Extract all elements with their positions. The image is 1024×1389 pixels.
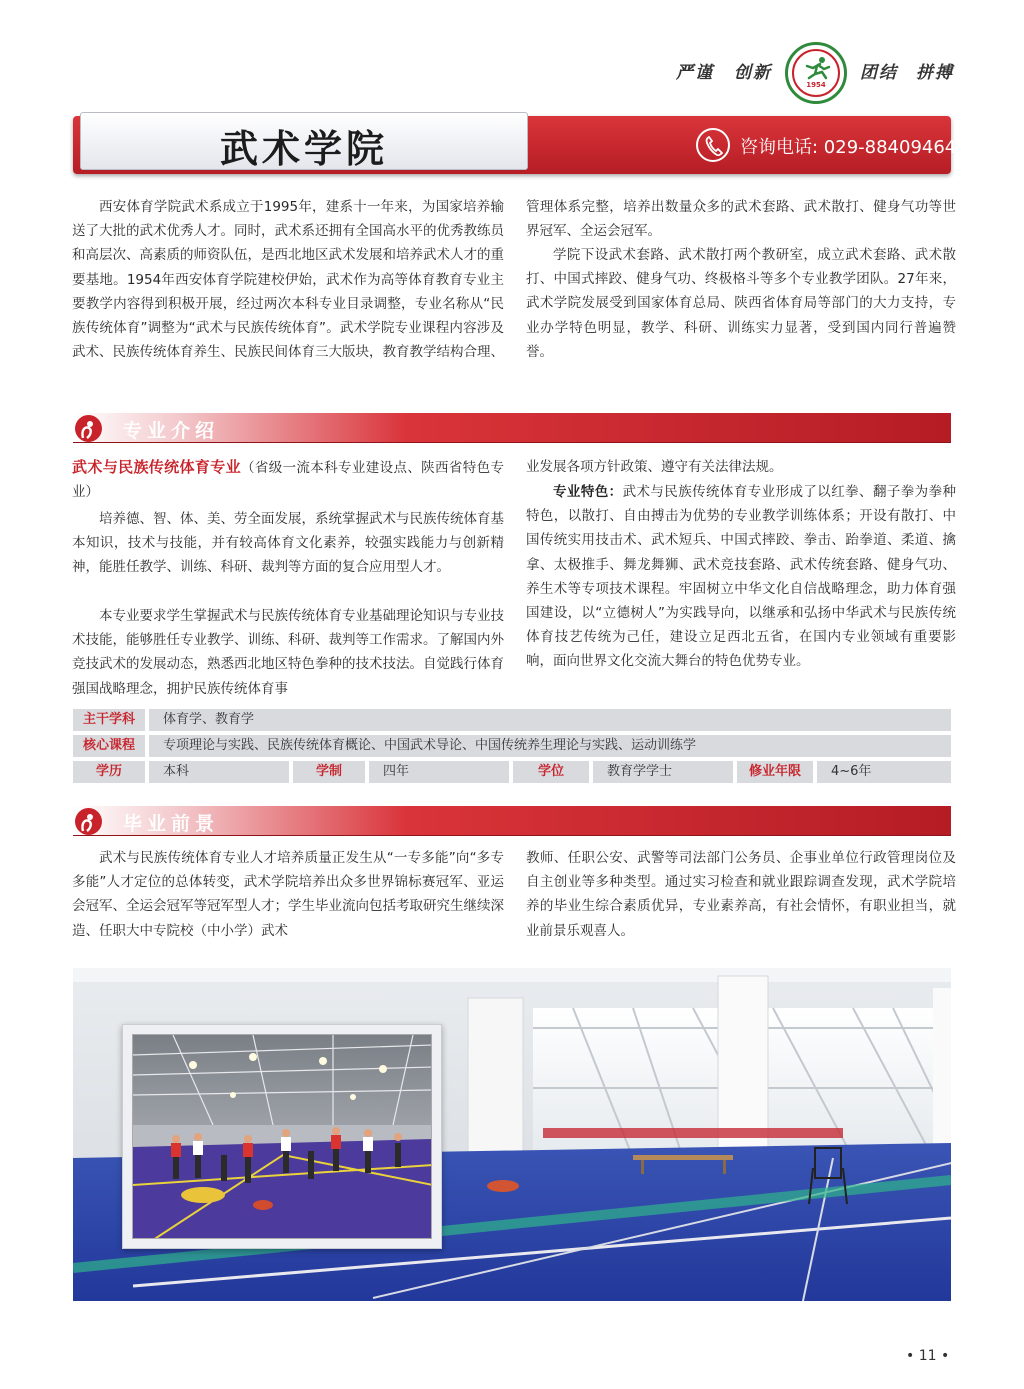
page-number: • 11 • bbox=[906, 1348, 950, 1364]
major-features bbox=[526, 480, 956, 674]
degree-level-label: 学历 bbox=[73, 761, 145, 783]
logo-year: 1954 bbox=[806, 81, 826, 89]
duration-label: 学制 bbox=[293, 761, 365, 783]
motto-word: 团结 bbox=[860, 63, 898, 83]
career-right: 教师、任职公安、武警等司法部门公务员、企事业单位行政管理岗位及自主创业等多种类型。通过实习检查和就业跟踪调查发现，武术学院培养的毕业生综合素质优异，专业素养高，有社会情怀，有职业担当，就业前景乐观喜人。 bbox=[526, 850, 956, 939]
years-label: 修业年限 bbox=[737, 761, 813, 783]
section-icon bbox=[75, 808, 102, 835]
intro-left: 西安体育学院武术系成立于1995年，建系十一年来，为国家培养输送了大批的武术优秀人才。同时，武术系还拥有全国高水平的优秀教练员和高层次、高素质的师资队伍，是西北地区武术发展和培养武术人才的重要基地。1954年西安体育学院建校伊始，武术作为高等体育教育专业主要教学内容得到积极开展，经过两次本科专业目录调整，专业名称从“民族传统体育”调整为“武术与民族传统体育”。武术学院专业课程内容涉及武术、民族传统体育养生、民族民间体育三大版块，教育教学结构合理、 bbox=[72, 199, 504, 361]
course-label: 核心课程 bbox=[73, 735, 145, 757]
title-box bbox=[80, 112, 528, 170]
table-row bbox=[73, 735, 951, 757]
section-icon bbox=[75, 415, 102, 442]
major-paragraph-2: 本专业要求学生掌握武术与民族传统体育专业基础理论知识与专业技术技能，能够胜任专业教学、训练、科研、裁判等工作需求。了解国内外竞技武术的发展动态，熟悉西北地区特色拳种的技术技法。自觉践行体育强国战略理念，拥护民族传统体育事 bbox=[72, 608, 504, 697]
feature-label: 专业特色： bbox=[553, 484, 623, 500]
school-logo bbox=[785, 42, 847, 104]
runner-icon bbox=[802, 56, 832, 80]
table-row bbox=[73, 709, 951, 731]
career-left: 武术与民族传统体育专业人才培养质量正发生从“一专多能”向“多专多能”人才定位的总体转变，武术学院培养出众多世界锦标赛冠军、亚运会冠军、全运会冠军等冠军型人才；学生毕业流向包括考取研究生继续深造、任职大中专院校（中小学）武术 bbox=[72, 850, 504, 939]
major-note: （省级一流本科专业建设点、陕西省特色专业） bbox=[72, 460, 504, 501]
subject-label: 主干学科 bbox=[73, 709, 145, 731]
phone-text: 咨询电话: 029-88409464 bbox=[740, 137, 957, 158]
major-name: 武术与民族传统体育专业 bbox=[72, 458, 241, 476]
table-row bbox=[73, 761, 951, 783]
degree-level-value: 本科 bbox=[149, 761, 289, 783]
degree-value: 教育学学士 bbox=[593, 761, 733, 783]
duration-value: 四年 bbox=[369, 761, 509, 783]
degree-label: 学位 bbox=[513, 761, 589, 783]
motto-header bbox=[670, 56, 960, 92]
motto-word: 拼搏 bbox=[916, 63, 954, 83]
years-value: 4~6年 bbox=[817, 761, 951, 783]
phone-icon bbox=[696, 128, 730, 162]
section-title: 专业介绍 bbox=[123, 420, 220, 442]
training-inset-photo bbox=[122, 1024, 442, 1249]
major-right-1: 业发展各项方针政策、遵守有关法律法规。 bbox=[526, 459, 783, 475]
major-heading bbox=[72, 455, 504, 504]
section-title: 毕业前景 bbox=[123, 813, 220, 835]
major-paragraph-1: 培养德、智、体、美、劳全面发展，系统掌握武术与民族传统体育基本知识，技术与技能，并有较高体育文化素养，较强实践能力与创新精神，能胜任教学、训练、科研、裁判等方面的复合应用型人才。 bbox=[72, 511, 504, 576]
feature-text: 武术与民族传统体育专业形成了以红拳、翻子拳为拳种特色，以散打、自由搏击为优势的专业教学训练体系；开设有散打、中国传统实用技击术、武术短兵、中国式摔跤、拳击、跆拳道、柔道、擒拿、太极推手、舞龙舞狮、武术竞技套路、武术传统套路、健身气功、养生术等专项技术课程。牢固树立中华文化自信战略理念，助力体育强国建设，以“立德树人”为实践导向，以继承和弘扬中华武术与民族传统体育技艺传统为己任，建设立足西北五省，在国内专业领域有重要影响，面向世界文化交流大舞台的特色优势专业。 bbox=[526, 484, 957, 670]
intro-right-1: 管理体系完整，培养出数量众多的武术套路、武术散打、健身气功等世界冠军、全运会冠军。 bbox=[526, 199, 956, 240]
intro-right-2: 学院下设武术套路、武术散打两个教研室，成立武术套路、武术散打、中国式摔跤、健身气功、终极格斗等多个专业教学团队。27年来，武术学院发展受到国家体育总局、陕西省体育局等部门的大力支持，专业办学特色明显，教学、科研、训练实力显著，受到国内同行普遍赞誉。 bbox=[526, 247, 956, 360]
section-header-major bbox=[73, 413, 951, 443]
course-value: 专项理论与实践、民族传统体育概论、中国武术导论、中国传统养生理论与实践、运动训练学 bbox=[149, 735, 951, 757]
section-header-career bbox=[73, 806, 951, 836]
phone-contact bbox=[696, 126, 957, 164]
subject-value: 体育学、教育学 bbox=[149, 709, 951, 731]
motto-word: 严谨 bbox=[676, 63, 714, 83]
page-title: 武术学院 bbox=[219, 126, 388, 171]
motto-word: 创新 bbox=[734, 63, 772, 83]
